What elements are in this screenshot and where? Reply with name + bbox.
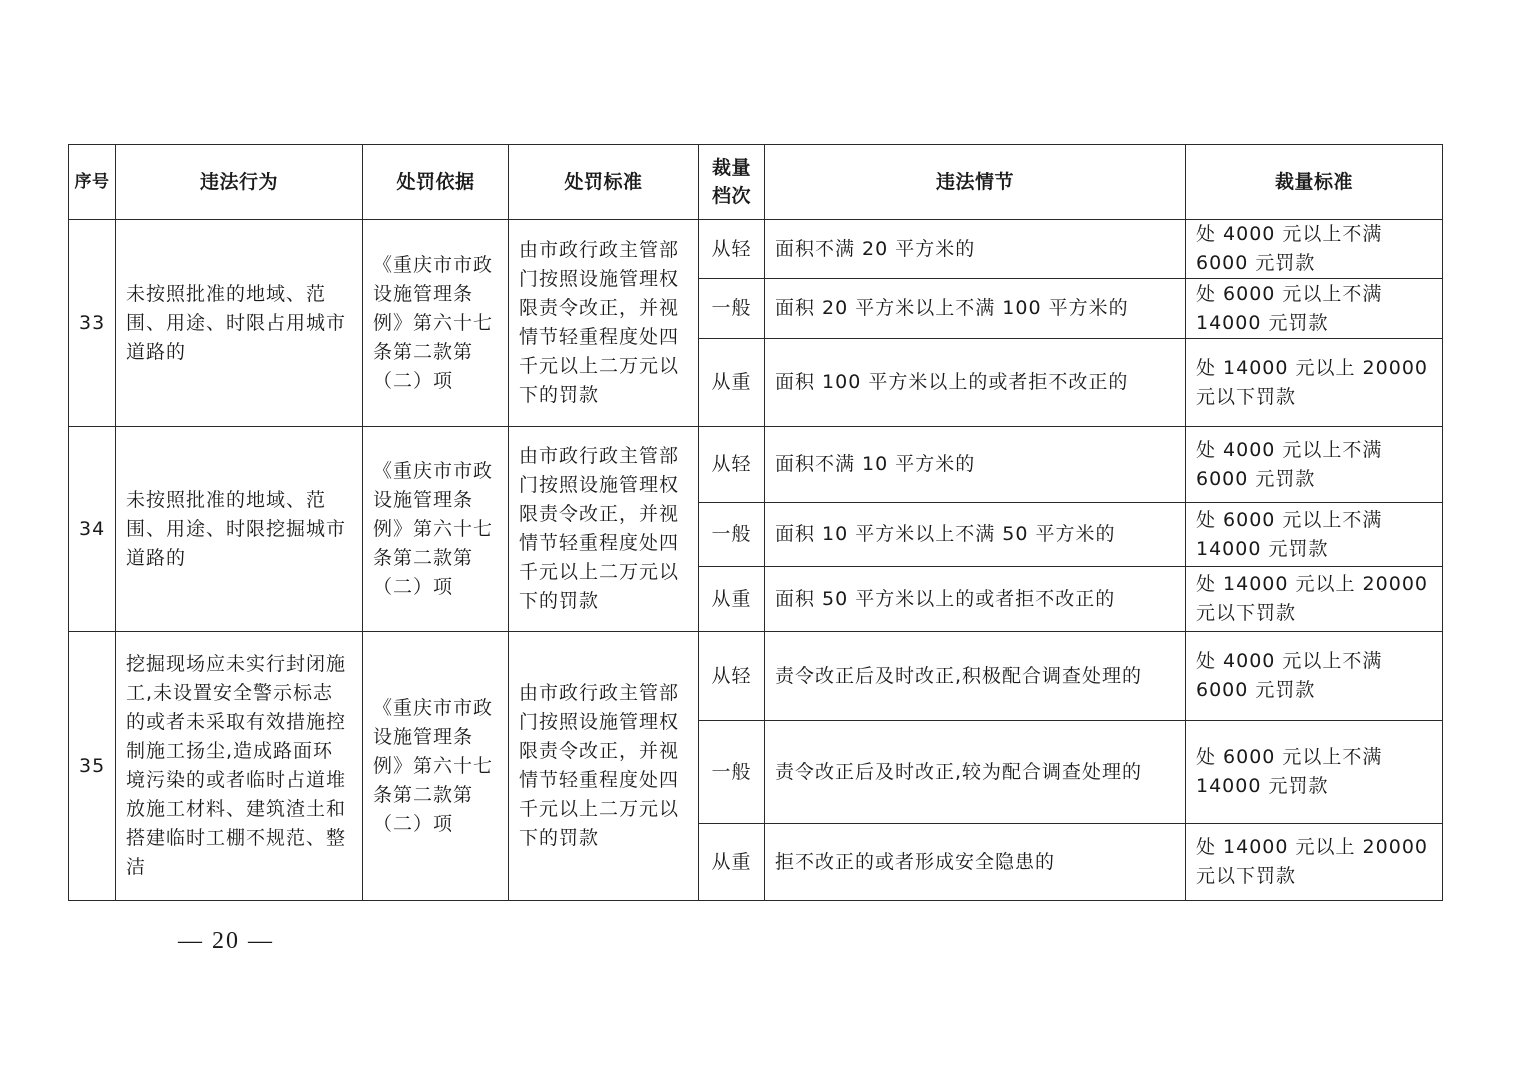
penalty-cell: 处 14000 元以上 20000 元以下罚款 [1186, 339, 1443, 427]
level-cell: 一般 [699, 279, 765, 339]
penalty-cell: 处 6000 元以上不满 14000 元罚款 [1186, 721, 1443, 824]
table-row [69, 220, 1443, 279]
header-violation: 违法行为 [116, 145, 363, 220]
header-discretion-standard: 裁量标准 [1186, 145, 1443, 220]
circumstance-cell: 责令改正后及时改正,较为配合调查处理的 [765, 721, 1186, 824]
header-discretion-level: 裁量档次 [699, 145, 765, 220]
header-circumstance: 违法情节 [765, 145, 1186, 220]
circumstance-cell: 面积 100 平方米以上的或者拒不改正的 [765, 339, 1186, 427]
circumstance-cell: 面积 10 平方米以上不满 50 平方米的 [765, 503, 1186, 567]
violation-cell: 未按照批准的地域、范围、用途、时限挖掘城市道路的 [116, 427, 363, 632]
header-penalty-standard: 处罚标准 [509, 145, 699, 220]
circumstance-cell: 面积不满 20 平方米的 [765, 220, 1186, 279]
header-penalty-basis: 处罚依据 [363, 145, 509, 220]
penalty-cell: 处 6000 元以上不满 14000 元罚款 [1186, 279, 1443, 339]
violation-cell: 挖掘现场应未实行封闭施工,未设置安全警示标志的或者未采取有效措施控制施工扬尘,造成路面环境污染的或者临时占道堆放施工材料、建筑渣土和搭建临时工棚不规范、整洁 [116, 632, 363, 901]
standard-cell: 由市政行政主管部门按照设施管理权限责令改正，并视情节轻重程度处四千元以上二万元以下的罚款 [509, 427, 699, 632]
circumstance-cell: 拒不改正的或者形成安全隐患的 [765, 824, 1186, 901]
penalty-cell: 处 4000 元以上不满 6000 元罚款 [1186, 427, 1443, 503]
level-cell: 从轻 [699, 220, 765, 279]
circumstance-cell: 面积 50 平方米以上的或者拒不改正的 [765, 567, 1186, 632]
penalty-cell: 处 4000 元以上不满 6000 元罚款 [1186, 220, 1443, 279]
page-number: — 20 — [178, 928, 274, 954]
standard-cell: 由市政行政主管部门按照设施管理权限责令改正，并视情节轻重程度处四千元以上二万元以下的罚款 [509, 632, 699, 901]
table-row [69, 427, 1443, 503]
level-cell: 从重 [699, 567, 765, 632]
table-row [69, 632, 1443, 721]
penalty-discretion-table [68, 144, 1443, 901]
basis-cell: 《重庆市市政设施管理条例》第六十七条第二款第（二）项 [363, 632, 509, 901]
circumstance-cell: 面积不满 10 平方米的 [765, 427, 1186, 503]
serial-number-cell: 34 [69, 427, 116, 632]
standard-cell: 由市政行政主管部门按照设施管理权限责令改正，并视情节轻重程度处四千元以上二万元以下的罚款 [509, 220, 699, 427]
serial-number-cell: 35 [69, 632, 116, 901]
level-cell: 从重 [699, 824, 765, 901]
table-header-row [69, 145, 1443, 220]
level-cell: 从重 [699, 339, 765, 427]
penalty-cell: 处 14000 元以上 20000 元以下罚款 [1186, 824, 1443, 901]
level-cell: 从轻 [699, 427, 765, 503]
level-cell: 一般 [699, 721, 765, 824]
level-cell: 一般 [699, 503, 765, 567]
serial-number-cell: 33 [69, 220, 116, 427]
basis-cell: 《重庆市市政设施管理条例》第六十七条第二款第（二）项 [363, 427, 509, 632]
circumstance-cell: 责令改正后及时改正,积极配合调查处理的 [765, 632, 1186, 721]
penalty-cell: 处 14000 元以上 20000 元以下罚款 [1186, 567, 1443, 632]
circumstance-cell: 面积 20 平方米以上不满 100 平方米的 [765, 279, 1186, 339]
header-serial-number: 序号 [69, 145, 116, 220]
penalty-cell: 处 6000 元以上不满 14000 元罚款 [1186, 503, 1443, 567]
penalty-cell: 处 4000 元以上不满 6000 元罚款 [1186, 632, 1443, 721]
basis-cell: 《重庆市市政设施管理条例》第六十七条第二款第（二）项 [363, 220, 509, 427]
level-cell: 从轻 [699, 632, 765, 721]
violation-cell: 未按照批准的地域、范围、用途、时限占用城市道路的 [116, 220, 363, 427]
